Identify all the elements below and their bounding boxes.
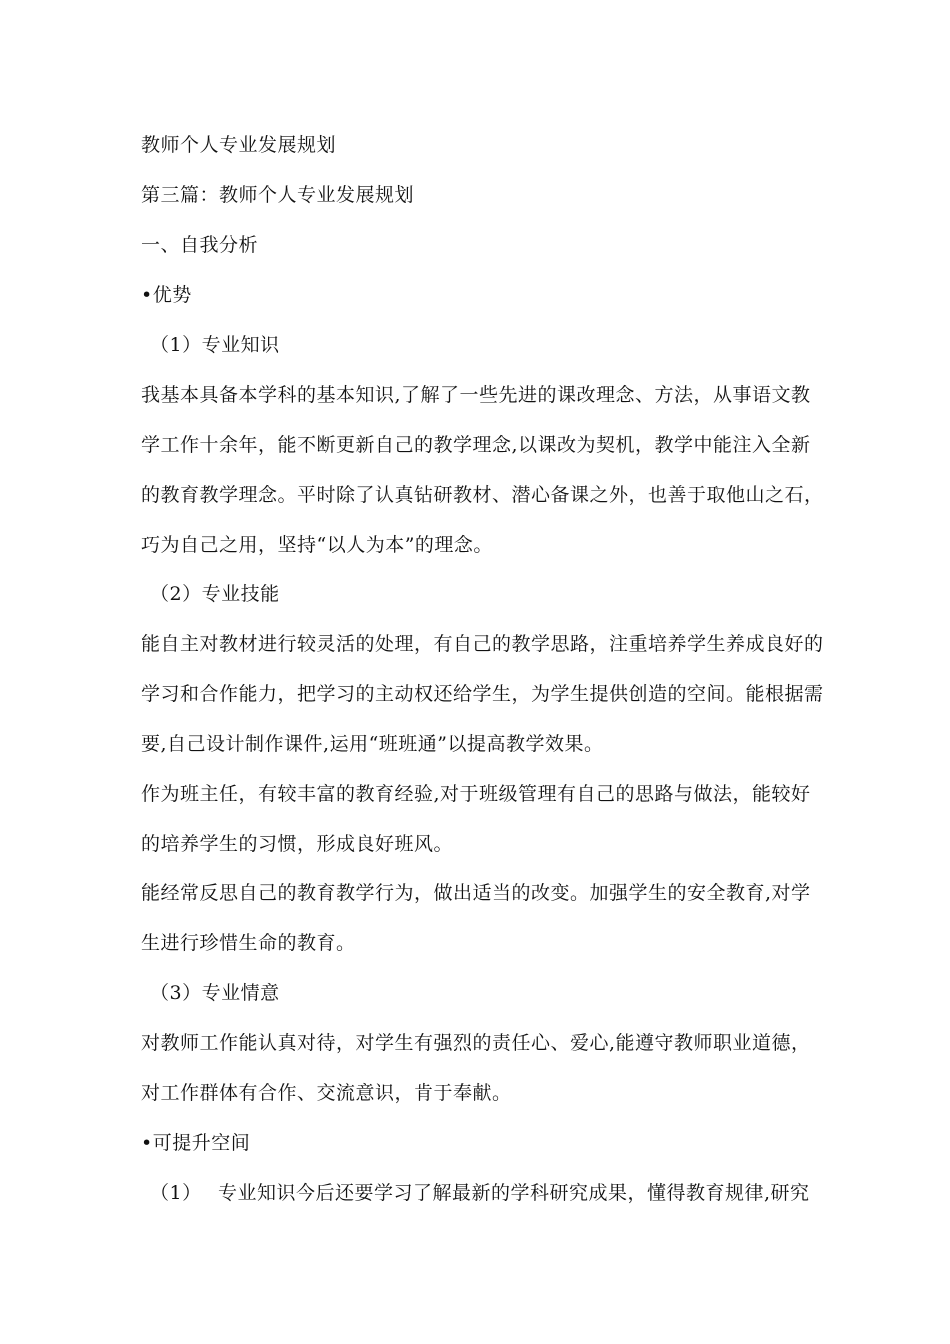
paragraph-line: 能经常反思自己的教育教学行为，做出适当的改变。加强学生的安全教育,对学 [141,882,811,904]
paragraph-line: 的教育教学理念。平时除了认真钻研教材、潜心备课之外，也善于取他山之石， [141,484,824,506]
improvement-item-text: 专业知识今后还要学习了解最新的学科研究成果，懂得教育规律,研究 [218,1182,810,1204]
paragraph-line: 的培养学生的习惯，形成良好班风。 [141,833,454,855]
paragraph-line: 能自主对教材进行较灵活的处理，有自己的教学思路，注重培养学生养成良好的 [141,633,824,655]
paragraph-line: 生进行珍惜生命的教育。 [141,932,356,954]
paragraph-line: 巧为自己之用，坚持“以人为本”的理念。 [141,534,493,556]
strengths-heading: •优势 [141,284,192,306]
paragraph-line: 学工作十余年，能不断更新自己的教学理念,以课改为契机，教学中能注入全新 [141,434,811,456]
section-heading-self-analysis: 一、自我分析 [141,234,259,256]
document-subtitle: 第三篇：教师个人专业发展规划 [141,184,415,206]
item-label-professional-knowledge: （1）专业知识 [150,334,280,356]
paragraph-line: 对工作群体有合作、交流意识，肯于奉献。 [141,1082,512,1104]
paragraph-line: 学习和合作能力，把学习的主动权还给学生，为学生提供创造的空间。能根据需 [141,683,824,705]
paragraph-line: 作为班主任，有较丰富的教育经验,对于班级管理有自己的思路与做法，能较好 [141,783,811,805]
paragraph-line: 要,自己设计制作课件,运用“班班通”以提高教学效果。 [141,733,604,755]
item-label-professional-skills: （2）专业技能 [150,583,280,605]
paragraph-line: 对教师工作能认真对待，对学生有强烈的责任心、爱心,能遵守教师职业道德， [141,1032,811,1054]
paragraph-line: 我基本具备本学科的基本知识,了解了一些先进的课改理念、方法，从事语文教 [141,384,811,406]
document-title: 教师个人专业发展规划 [141,134,337,156]
improvement-item [150,1181,810,1205]
improvement-item-number: （1） [150,1182,202,1204]
improvement-heading: •可提升空间 [141,1132,251,1154]
item-label-professional-sentiment: （3）专业情意 [150,982,280,1004]
